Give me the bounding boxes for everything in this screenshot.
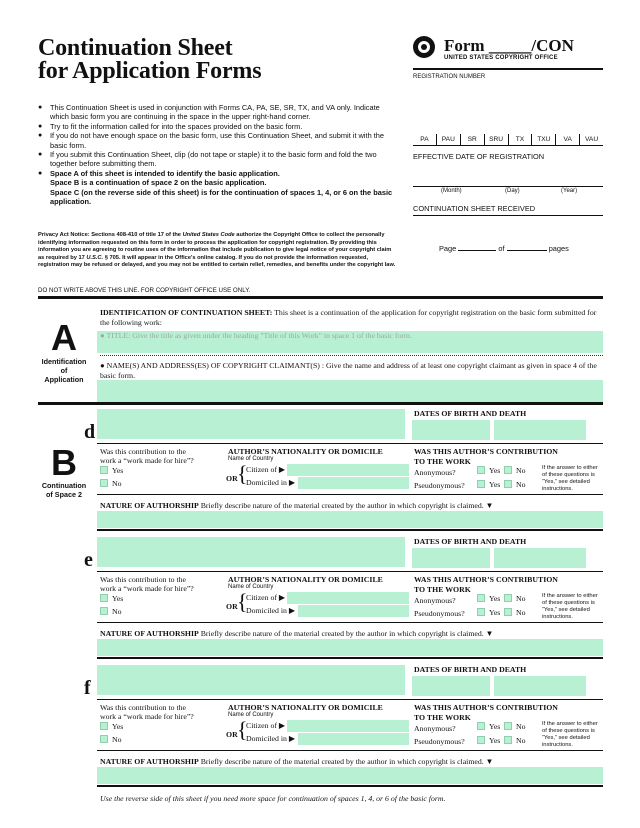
work-for-hire-yes[interactable]: Yes bbox=[100, 722, 123, 731]
domiciled-in-label: Domiciled in ▶ bbox=[246, 606, 295, 615]
instruction-item: ● Try to fit the information called for into the spaces provided on the basic form. bbox=[38, 122, 396, 131]
claimant-field[interactable] bbox=[97, 380, 603, 402]
author-block-divider bbox=[97, 529, 603, 531]
anonymous-no[interactable]: No bbox=[504, 466, 526, 475]
nature-of-authorship-field[interactable] bbox=[97, 639, 603, 656]
privacy-notice: Privacy Act Notice: Sections 408-410 of title 17 of the United States Code authorize the Copyright Office to collect the personally identifying information requested on this form in order to process the application for copyright registration. By providing this information you are agreeing to routine uses of the information that include publication to give legal notice of your copyright claim as required by 17 U.S.C. § 705. It will appear in the Office's online catalog. If you do not provide the information requested, registration may be refused or delayed, and you may not be entitled to certain relief, remedies, and benefits under the copyright law. bbox=[38, 232, 396, 269]
do-not-write-notice: DO NOT WRITE ABOVE THIS LINE. FOR COPYRIGHT OFFICE USE ONLY. bbox=[38, 287, 251, 294]
pseudonymous-label: Pseudonymous? bbox=[414, 609, 465, 618]
effective-date-label: EFFECTIVE DATE OF REGISTRATION bbox=[413, 152, 545, 161]
pseudonymous-no[interactable]: No bbox=[504, 736, 526, 745]
citizen-of-field[interactable] bbox=[287, 720, 409, 732]
pseudonymous-yes-checkbox[interactable] bbox=[477, 736, 485, 744]
year-born-field[interactable] bbox=[412, 676, 490, 696]
instruction-list bbox=[38, 103, 396, 206]
anonymous-yes-checkbox[interactable] bbox=[477, 722, 485, 730]
anonymous-label: Anonymous? bbox=[414, 596, 456, 605]
title-line-2: for Application Forms bbox=[38, 58, 262, 84]
sheet-received-line bbox=[413, 215, 603, 216]
instruction-item: ● This Continuation Sheet is used in conjunction with Forms CA, PA, SE, SR, TX, and VA only. Indicate which basic form you are continuing in the space in the upper right-hand corner. bbox=[38, 103, 396, 122]
pseudonymous-no-checkbox[interactable] bbox=[504, 608, 512, 616]
anonymous-yes[interactable]: Yes bbox=[477, 466, 500, 475]
anonymous-label: Anonymous? bbox=[414, 468, 456, 477]
instruction-item: ● If you submit this Continuation Sheet, clip (do not tape or staple) it to the basic form and fold the two together before submitting them. bbox=[38, 150, 396, 169]
nature-of-authorship-field[interactable] bbox=[97, 511, 603, 528]
pseudonymous-no-checkbox[interactable] bbox=[504, 736, 512, 744]
nature-of-authorship-field[interactable] bbox=[97, 767, 603, 784]
author-name-field[interactable] bbox=[97, 537, 405, 567]
citizen-of-label: Citizen of ▶ bbox=[246, 593, 285, 602]
or-label: OR bbox=[226, 602, 238, 611]
nature-rule bbox=[97, 622, 603, 623]
identification-heading: IDENTIFICATION OF CONTINUATION SHEET: This sheet is a continuation of the application for copyright registration on the basic form submitted for the following work: bbox=[100, 308, 597, 327]
or-brace: { bbox=[237, 589, 248, 614]
anonymous-no-checkbox[interactable] bbox=[504, 722, 512, 730]
or-brace: { bbox=[237, 717, 248, 742]
year-died-field[interactable] bbox=[494, 420, 586, 440]
contribution-heading: WAS THIS AUTHOR’S CONTRIBUTION TO THE WORK bbox=[414, 703, 558, 722]
section-b-letter: B bbox=[51, 442, 77, 483]
instruction-item-space-a: ● Space A of this sheet is intended to identify the basic application. Space B is a continuation of space 2 on the basic application. Space C (on the reverse side of this sheet) is for the continuation of spaces 1, 4, or 6 on the basic application. bbox=[38, 169, 396, 207]
citizen-of-field[interactable] bbox=[287, 464, 409, 476]
section-divider-top bbox=[38, 296, 603, 299]
work-for-hire-question: Was this contribution to the work a “work made for hire”? bbox=[100, 703, 194, 721]
citizen-of-label: Citizen of ▶ bbox=[246, 465, 285, 474]
anonymous-no[interactable]: No bbox=[504, 594, 526, 603]
name-of-country-label: Name of Country bbox=[228, 712, 274, 718]
year-died-field[interactable] bbox=[494, 676, 586, 696]
year-died-field[interactable] bbox=[494, 548, 586, 568]
instruction-item: ● If you do not have enough space on the basic form, use this Continuation Sheet, and submit it with the basic form. bbox=[38, 131, 396, 150]
anonymous-yes[interactable]: Yes bbox=[477, 594, 500, 603]
page-counter bbox=[439, 244, 569, 253]
page-label: Page bbox=[439, 244, 457, 253]
anonymous-yes-checkbox[interactable] bbox=[477, 594, 485, 602]
registration-number-label: REGISTRATION NUMBER bbox=[413, 74, 486, 80]
form-type-sr[interactable]: SR bbox=[460, 134, 484, 145]
nature-of-authorship-label: NATURE OF AUTHORSHIP Briefly describe nature of the material created by the author in which copyright is claimed. ▼ bbox=[100, 629, 494, 638]
work-for-hire-no[interactable]: No bbox=[100, 735, 122, 744]
month-label: (Month) bbox=[441, 188, 462, 194]
form-label: Form _____/CON bbox=[444, 36, 574, 55]
section-a-letter: A bbox=[51, 317, 77, 358]
form-type-txu[interactable]: TXU bbox=[531, 134, 555, 145]
work-for-hire-question: Was this contribution to the work a “work made for hire”? bbox=[100, 575, 194, 593]
pseudonymous-yes[interactable]: Yes bbox=[477, 480, 500, 489]
pseudonymous-label: Pseudonymous? bbox=[414, 481, 465, 490]
work-for-hire-no-checkbox[interactable] bbox=[100, 735, 108, 743]
anonymous-yes[interactable]: Yes bbox=[477, 722, 500, 731]
author-letter: d bbox=[84, 421, 96, 443]
day-label: (Day) bbox=[505, 188, 520, 194]
title-instruction: ● TITLE: Give the title as given under the heading "Title of this Work" in space 1 of the basic form. bbox=[100, 331, 412, 340]
domiciled-in-label: Domiciled in ▶ bbox=[246, 478, 295, 487]
form-type-tx[interactable]: TX bbox=[508, 134, 532, 145]
domiciled-in-field[interactable] bbox=[298, 733, 409, 745]
work-for-hire-no-checkbox[interactable] bbox=[100, 607, 108, 615]
pseudonymous-yes-checkbox[interactable] bbox=[477, 480, 485, 488]
author-name-field[interactable] bbox=[97, 409, 405, 439]
contribution-note: If the answer to either of these questions is “Yes,” see detailed instructions. bbox=[542, 593, 598, 620]
work-for-hire-yes[interactable]: Yes bbox=[100, 466, 123, 475]
pseudonymous-yes[interactable]: Yes bbox=[477, 608, 500, 617]
year-born-field[interactable] bbox=[412, 548, 490, 568]
anonymous-no-checkbox[interactable] bbox=[504, 466, 512, 474]
work-for-hire-no[interactable]: No bbox=[100, 607, 122, 616]
anonymous-yes-checkbox[interactable] bbox=[477, 466, 485, 474]
pseudonymous-no[interactable]: No bbox=[504, 608, 526, 617]
or-label: OR bbox=[226, 730, 238, 739]
contribution-note: If the answer to either of these questions is “Yes,” see detailed instructions. bbox=[542, 465, 598, 492]
year-born-field[interactable] bbox=[412, 420, 490, 440]
work-for-hire-yes-checkbox[interactable] bbox=[100, 722, 108, 730]
nature-of-authorship-label: NATURE OF AUTHORSHIP Briefly describe nature of the material created by the author in which copyright is claimed. ▼ bbox=[100, 501, 494, 510]
work-for-hire-question: Was this contribution to the work a “work made for hire”? bbox=[100, 447, 194, 465]
nature-rule bbox=[97, 494, 603, 495]
contribution-heading: WAS THIS AUTHOR’S CONTRIBUTION TO THE WORK bbox=[414, 575, 558, 594]
dates-label: DATES OF BIRTH AND DEATH bbox=[414, 665, 527, 674]
citizen-of-field[interactable] bbox=[287, 592, 409, 604]
office-name: UNITED STATES COPYRIGHT OFFICE bbox=[444, 55, 558, 61]
work-for-hire-no[interactable]: No bbox=[100, 479, 122, 488]
domiciled-in-field[interactable] bbox=[298, 477, 409, 489]
anonymous-no-checkbox[interactable] bbox=[504, 594, 512, 602]
pseudonymous-no[interactable]: No bbox=[504, 480, 526, 489]
form-type-pa[interactable]: PA bbox=[420, 136, 429, 143]
domiciled-in-label: Domiciled in ▶ bbox=[246, 734, 295, 743]
form-type-vau[interactable]: VAU bbox=[579, 134, 603, 145]
work-for-hire-no-checkbox[interactable] bbox=[100, 479, 108, 487]
pages-label: pages bbox=[548, 244, 569, 253]
copyright-office-logo bbox=[413, 36, 435, 58]
author-rule bbox=[97, 699, 603, 700]
page-title bbox=[38, 37, 261, 83]
nationality-heading: AUTHOR’S NATIONALITY OR DOMICILE bbox=[228, 703, 383, 712]
form-type-cells bbox=[413, 134, 603, 146]
author-rule bbox=[97, 443, 603, 444]
title-dotted-line bbox=[100, 355, 603, 356]
nationality-heading: AUTHOR’S NATIONALITY OR DOMICILE bbox=[228, 575, 383, 584]
author-rule bbox=[97, 571, 603, 572]
footer-note: Use the reverse side of this sheet if you need more space for continuation of spaces 1, 4, or 6 of the basic form. bbox=[100, 794, 446, 803]
header-rule bbox=[413, 68, 603, 70]
year-label: (Year) bbox=[561, 188, 578, 194]
anonymous-label: Anonymous? bbox=[414, 724, 456, 733]
pseudonymous-yes[interactable]: Yes bbox=[477, 736, 500, 745]
work-for-hire-yes-checkbox[interactable] bbox=[100, 594, 108, 602]
section-divider-a bbox=[38, 402, 603, 405]
form-type-va[interactable]: VA bbox=[555, 134, 579, 145]
title-line-1: Continuation Sheet bbox=[38, 35, 233, 61]
date-line bbox=[413, 186, 603, 187]
domiciled-in-field[interactable] bbox=[298, 605, 409, 617]
work-for-hire-yes[interactable]: Yes bbox=[100, 594, 123, 603]
of-label: of bbox=[498, 244, 505, 253]
author-block-divider bbox=[97, 657, 603, 659]
page-number-field[interactable] bbox=[458, 250, 496, 251]
author-name-field[interactable] bbox=[97, 665, 405, 695]
nature-of-authorship-label: NATURE OF AUTHORSHIP Briefly describe nature of the material created by the author in which copyright is claimed. ▼ bbox=[100, 757, 494, 766]
name-of-country-label: Name of Country bbox=[228, 584, 274, 590]
or-brace: { bbox=[237, 461, 248, 486]
or-label: OR bbox=[226, 474, 238, 483]
name-of-country-label: Name of Country bbox=[228, 456, 274, 462]
contribution-heading: WAS THIS AUTHOR’S CONTRIBUTION TO THE WORK bbox=[414, 447, 558, 466]
form-type-sru[interactable]: SRU bbox=[484, 134, 508, 145]
nationality-heading: AUTHOR’S NATIONALITY OR DOMICILE bbox=[228, 447, 383, 456]
author-letter: e bbox=[84, 549, 93, 571]
form-type-pau[interactable]: PAU bbox=[436, 134, 460, 145]
sheet-received-label: CONTINUATION SHEET RECEIVED bbox=[413, 204, 536, 213]
author-block-divider bbox=[97, 785, 603, 787]
section-b-label: Continuation of Space 2 bbox=[41, 481, 87, 499]
pseudonymous-no-checkbox[interactable] bbox=[504, 480, 512, 488]
citizen-of-label: Citizen of ▶ bbox=[246, 721, 285, 730]
work-for-hire-yes-checkbox[interactable] bbox=[100, 466, 108, 474]
section-a-label: Identification of Application bbox=[41, 357, 87, 384]
anonymous-no[interactable]: No bbox=[504, 722, 526, 731]
dates-label: DATES OF BIRTH AND DEATH bbox=[414, 537, 527, 546]
pseudonymous-yes-checkbox[interactable] bbox=[477, 608, 485, 616]
nature-rule bbox=[97, 750, 603, 751]
author-letter: f bbox=[84, 677, 91, 699]
claimant-instruction: ● NAME(S) AND ADDRESS(ES) OF COPYRIGHT CLAIMANT(S) : Give the name and address of at least one copyright claimant as given in space 4 of the basic form. bbox=[100, 361, 597, 380]
page-total-field[interactable] bbox=[507, 250, 547, 251]
pseudonymous-label: Pseudonymous? bbox=[414, 737, 465, 746]
dates-label: DATES OF BIRTH AND DEATH bbox=[414, 409, 527, 418]
contribution-note: If the answer to either of these questions is “Yes,” see detailed instructions. bbox=[542, 721, 598, 748]
